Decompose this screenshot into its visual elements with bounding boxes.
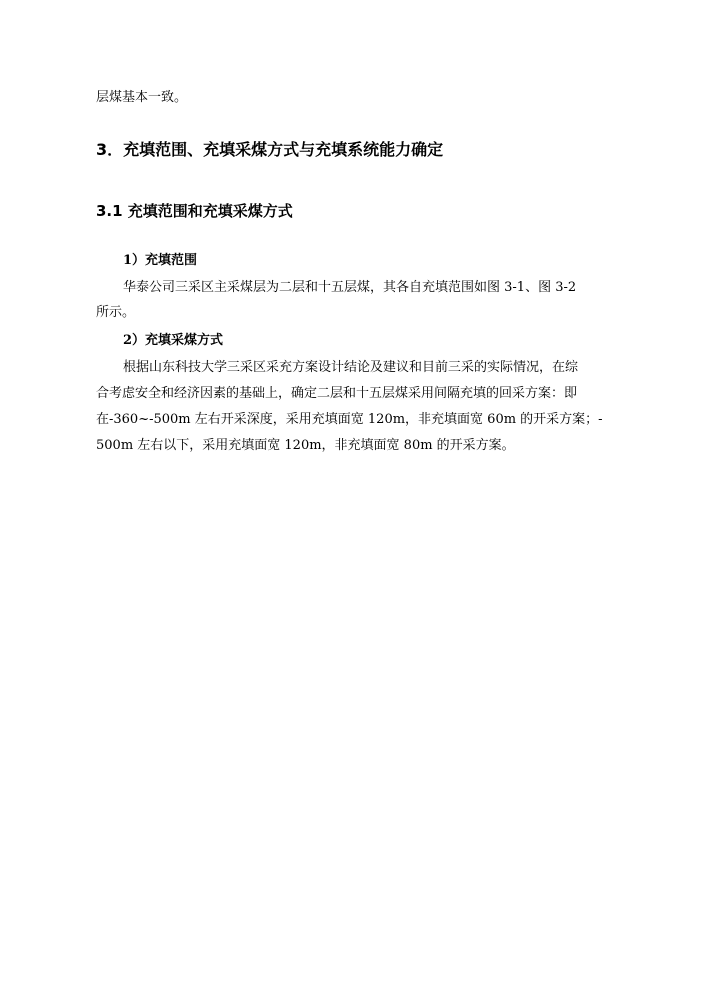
- paragraph-line: 合考虑安全和经济因素的基础上，确定二层和十五层煤采用间隔充填的回采方案：即: [96, 386, 578, 401]
- paragraph-line: 所示。: [96, 305, 136, 320]
- continued-text-line: 层煤基本一致。: [96, 90, 188, 105]
- paragraph-line: 500m 左右以下，采用充填面宽 120m，非充填面宽 80m 的开采方案。: [96, 438, 515, 453]
- section-heading: 3．充填范围、充填采煤方式与充填系统能力确定: [96, 140, 444, 159]
- paragraph-line: 根据山东科技大学三采区采充方案设计结论及建议和目前三采的实际情况，在综: [123, 360, 579, 375]
- item-title-fill-range: 1）充填范围: [123, 253, 198, 268]
- subsection-heading: 3.1 充填范围和充填采煤方式: [96, 202, 293, 220]
- paragraph-line: 华泰公司三采区主采煤层为二层和十五层煤，其各自充填范围如图 3-1、图 3-2: [123, 280, 577, 295]
- item-title-mining-method: 2）充填采煤方式: [123, 333, 224, 348]
- paragraph-line: 在-360~-500m 左右开采深度，采用充填面宽 120m，非充填面宽 60m 的开采方案；-: [96, 412, 603, 427]
